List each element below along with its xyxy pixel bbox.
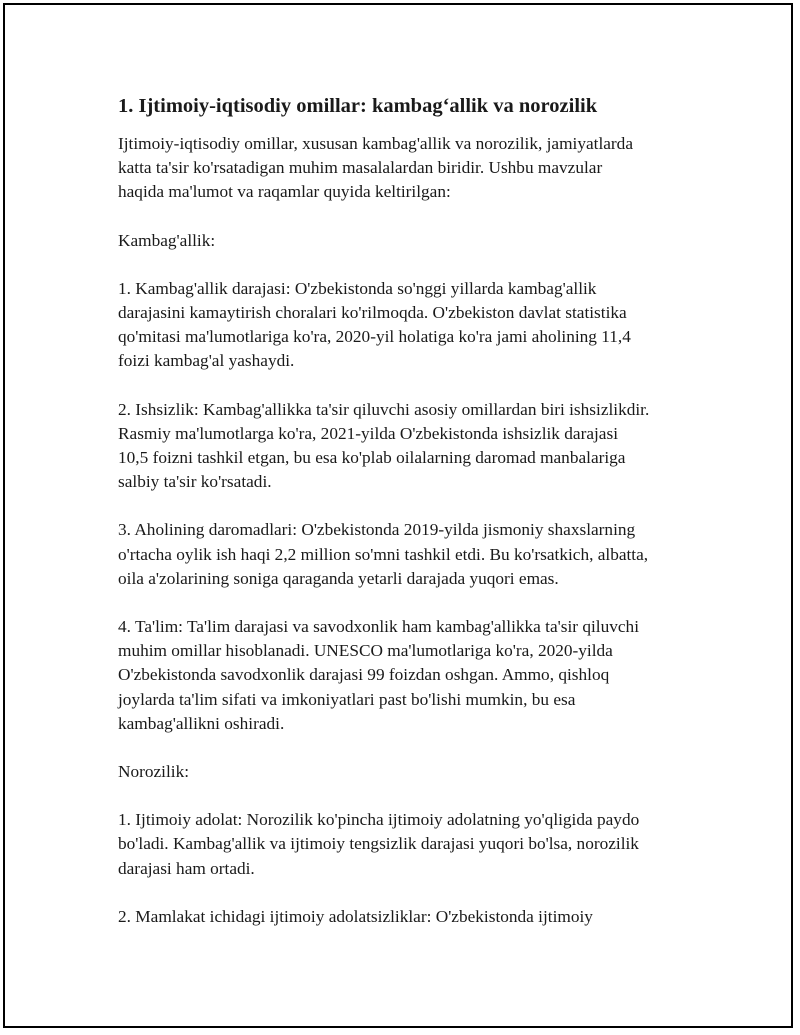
- text-line: katta ta'sir ko'rsatadigan muhim masalalardan biridir. Ushbu mavzular: [118, 158, 603, 178]
- text-line: bo'ladi. Kambag'allik va ijtimoiy tengsizlik darajasi yuqori bo'lsa, norozilik: [118, 834, 639, 854]
- paragraph-kambagallik-4: [118, 615, 698, 736]
- text-line: 1. Kambag'allik darajasi: O'zbekistonda so'nggi yillarda kambag'allik: [118, 278, 597, 298]
- text-line: Ijtimoiy-iqtisodiy omillar, xususan kambag'allik va norozilik, jamiyatlarda: [118, 134, 633, 153]
- text-line: 3. Aholining daromadlari: O'zbekistonda 2019-yilda jismoniy shaxslarning: [118, 520, 636, 540]
- text-line: 2. Mamlakat ichidagi ijtimoiy adolatsizliklar: O'zbekistonda ijtimoiy: [118, 906, 593, 926]
- paragraph-norozilik-2: [118, 905, 698, 929]
- text-line: 4. Ta'lim: Ta'lim darajasi va savodxonlik ham kambag'allikka ta'sir qiluvchi: [118, 617, 640, 637]
- text-line: 10,5 foizni tashkil etgan, bu esa ko'plab oilalarning daromad manbalariga: [118, 448, 626, 468]
- paragraph-intro: [118, 132, 698, 205]
- text-line: darajasi ham ortadi.: [118, 858, 255, 878]
- text-line: muhim omillar hisoblanadi. UNESCO ma'lumotlariga ko'ra, 2020-yilda: [118, 641, 613, 661]
- paragraph-kambagallik-1: [118, 277, 698, 374]
- text-line: o'rtacha oylik ish haqi 2,2 million so'mni tashkil etdi. Bu ko'rsatkich, albatta,: [118, 544, 649, 564]
- text-line: O'zbekistonda savodxonlik darajasi 99 foizdan oshgan. Ammo, qishloq: [118, 665, 610, 685]
- text-line: oila a'zolarining soniga qaraganda yetarli darajada yuqori emas.: [118, 568, 559, 588]
- text-line: Norozilik:: [118, 762, 190, 782]
- paragraph-kambagallik-heading: [118, 229, 698, 253]
- paragraph-norozilik-1: [118, 808, 698, 881]
- paragraph-kambagallik-2: [118, 398, 698, 495]
- text-line: 2. Ishsizlik: Kambag'allikka ta'sir qiluvchi asosiy omillardan biri ishsizlikdir.: [118, 399, 650, 419]
- text-line: joylarda ta'lim sifati va imkoniyatlari past bo'lishi mumkin, bu esa: [118, 689, 576, 709]
- text-line: salbiy ta'sir ko'rsatadi.: [118, 472, 272, 492]
- text-line: kambag'allikni oshiradi.: [118, 713, 285, 733]
- paragraph-norozilik-heading: [118, 760, 698, 784]
- text-line: haqida ma'lumot va raqamlar quyida keltirilgan:: [118, 182, 451, 202]
- paragraph-list: [118, 132, 698, 929]
- text-line: darajasini kamaytirish choralari ko'rilmoqda. O'zbekiston davlat statistika: [118, 303, 627, 323]
- text-line: 1. Ijtimoiy adolat: Norozilik ko'pincha ijtimoiy adolatning yo'qligida paydo: [118, 810, 640, 830]
- text-line: Rasmiy ma'lumotlarga ko'ra, 2021-yilda O'zbekistonda ishsizlik darajasi: [118, 423, 618, 443]
- document-body: [118, 93, 698, 953]
- paragraph-kambagallik-3: [118, 518, 698, 591]
- text-line: foizi kambag'al yashaydi.: [118, 351, 295, 371]
- text-line: Kambag'allik:: [118, 230, 216, 250]
- text-line: qo'mitasi ma'lumotlariga ko'ra, 2020-yil holatiga ko'ra jami aholining 11,4: [118, 327, 631, 347]
- section-heading: 1. Ijtimoiy-iqtisodiy omillar: kambag‘allik va norozilik: [118, 95, 598, 117]
